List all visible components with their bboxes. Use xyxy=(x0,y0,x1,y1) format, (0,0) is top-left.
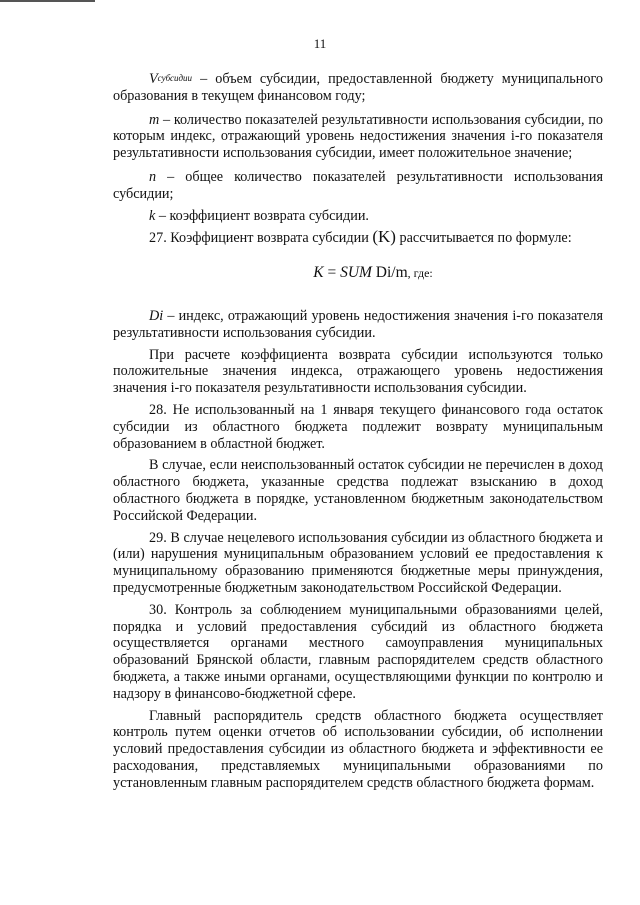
document-body xyxy=(113,70,603,791)
symbol-n: n xyxy=(149,168,157,185)
formula-lhs: K xyxy=(313,264,324,282)
definition-k xyxy=(113,208,603,225)
symbol-v-subscript: субсидии xyxy=(157,73,193,83)
definition-v-text: – объем субсидии, предоставленной бюджету муниципального образования в текущем финансовом году; xyxy=(113,71,603,104)
paragraph: Главный распорядитель средств областного бюджета осуществляет контроль путем оценки отчетов об использовании субсидии, об исполнении условий предоставления субсидии из областного бюджета и эффективности ее расходования, представляемых муниципальными образованиями по установленным главным распорядителем средств областного бюджета формам. xyxy=(113,707,603,791)
symbol-di: Di xyxy=(149,307,164,324)
formula-equals: = xyxy=(323,264,341,282)
definition-n xyxy=(113,169,603,203)
paragraph-27 xyxy=(113,229,603,247)
scan-edge-line xyxy=(0,0,95,2)
paragraph: При расчете коэффициента возврата субсидии используются только положительные значения индекса, отражающего уровень недостижения значения i-го показателя результативности использования субсидии. xyxy=(113,346,603,397)
formula-suffix: , где: xyxy=(407,266,433,281)
paragraph: В случае, если неиспользованный остаток субсидии не перечислен в доход областного бюджета, указанные средства подлежат взысканию в доход областного бюджета в порядке, установленном бюджетным законодательством Российской Федерации. xyxy=(113,457,603,524)
page-number: 11 xyxy=(313,36,327,51)
formula-sum: SUM xyxy=(340,264,372,282)
definition-v xyxy=(113,70,603,105)
paragraph-27-before: 27. Коэффициент возврата субсидии xyxy=(149,230,373,247)
paragraph-30: 30. Контроль за соблюдением муниципальными образованиями целей, порядка и условий предоставления субсидий из областного бюджета осуществляется органами местного самоуправления муниципальных образований Брянской области, главным распорядителем средств областного бюджета, а также иными органами, осуществляющими функции по контролю и надзору в финансово-бюджетной сфере. xyxy=(113,601,603,702)
formula xyxy=(113,265,603,282)
definition-di-text: – индекс, отражающий уровень недостижения значения i-го показателя результативности использования субсидии. xyxy=(113,307,603,341)
symbol-m: m xyxy=(149,111,160,128)
symbol-k-paren: (K) xyxy=(372,227,396,247)
paragraph-28: 28. Не использованный на 1 января текущего финансового года остаток субсидии из областного бюджета подлежит возврату муниципальным образованием в областной бюджет. xyxy=(113,401,603,452)
paragraph-27-after: рассчитывается по формуле: xyxy=(395,230,572,247)
definition-k-text: – коэффициент возврата субсидии. xyxy=(155,207,369,224)
symbol-v: V xyxy=(149,71,158,87)
definition-m xyxy=(113,112,603,162)
definition-m-text: – количество показателей результативности использования субсидии, по которым индекс, отражающий уровень недостижения значения i-го показателя результативности использования субсидии, имеет положительное значение; xyxy=(113,111,603,162)
paragraph-29: 29. В случае нецелевого использования субсидии из областного бюджета и (или) нарушения муниципальным образованием условий ее предоставления к муниципальному образованию применяются бюджетные меры принуждения, предусмотренные бюджетным законодательством Российской Федерации. xyxy=(113,529,603,596)
definition-di xyxy=(113,308,603,342)
definition-n-text: – общее количество показателей результативности использования субсидии; xyxy=(113,168,603,202)
symbol-k: k xyxy=(149,207,156,224)
formula-rhs: Di/m xyxy=(371,264,408,282)
